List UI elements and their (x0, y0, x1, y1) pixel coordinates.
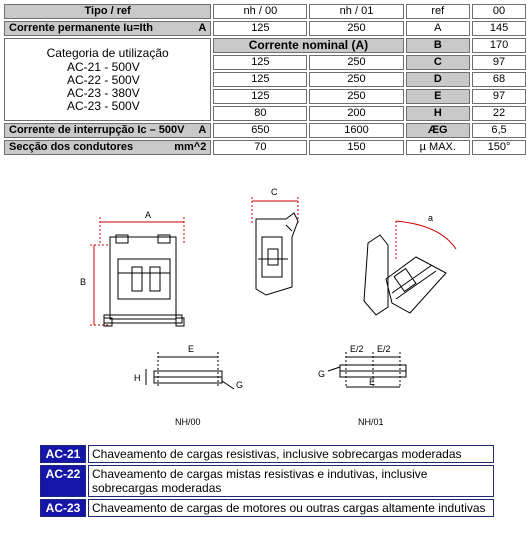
nominal-row-ref: D (406, 72, 470, 87)
category-line: AC-23 - 500V (67, 98, 140, 113)
technical-drawings (0, 175, 532, 440)
header-ref: ref (406, 4, 470, 19)
nh00-dim-e: E (188, 344, 195, 354)
nominal-row-v1: 125 (213, 55, 307, 70)
dim-label-a: A (145, 210, 152, 220)
header-nh00: nh / 00 (213, 4, 307, 19)
interrupt-v2: 1600 (309, 123, 403, 138)
nominal-row-val: 97 (472, 89, 526, 104)
nh00-caption: NH/00 (175, 417, 201, 427)
legend-code: AC-21 (40, 445, 86, 463)
section-label (4, 140, 211, 155)
current-perm-v1: 125 (213, 21, 307, 36)
nh01-dim-g: G (318, 369, 326, 379)
nh01-dim-e: E (369, 377, 376, 387)
nominal-row-v2: 250 (309, 89, 403, 104)
interrupt-ref: ÆG (406, 123, 470, 138)
section-v1: 70 (213, 140, 307, 155)
opened-view-drawing (364, 221, 456, 315)
nh01-bottom-view (328, 352, 406, 387)
legend-desc: Chaveamento de cargas resistivas, inclusive sobrecargas moderadas (88, 445, 494, 463)
dim-label-c: C (271, 187, 278, 197)
legend-row (40, 499, 494, 517)
section-ref: µ MAX. (406, 140, 470, 155)
section-unit: mm^2 (174, 141, 207, 153)
legend-row (40, 445, 494, 463)
current-perm-ref: A (406, 21, 470, 36)
legend-row (40, 465, 494, 497)
spec-header-row (4, 4, 526, 19)
legend-code: AC-23 (40, 499, 86, 517)
current-perm-val: 145 (472, 21, 526, 36)
type-ref-label: Tipo / ref (4, 4, 211, 19)
nominal-row-v2: 250 (309, 72, 403, 87)
category-line: AC-21 - 500V (67, 59, 140, 74)
spec-table (2, 2, 528, 157)
nominal-row-v1: 125 (213, 89, 307, 104)
current-perm-text: Corrente permanente Iu=Ith (9, 22, 153, 34)
category-title: Categoria de utilização (46, 45, 169, 60)
section-row (4, 140, 526, 155)
interrupt-unit: A (198, 124, 207, 136)
nominal-label: Corrente nominal (A) (213, 38, 403, 53)
nominal-row-val: 68 (472, 72, 526, 87)
nh00-dim-h: H (134, 373, 141, 383)
dim-label-b: B (80, 277, 87, 287)
section-val: 150° (472, 140, 526, 155)
interrupt-label (4, 123, 211, 138)
category-cell (4, 38, 211, 121)
legend-code: AC-22 (40, 465, 86, 497)
section-v2: 150 (309, 140, 403, 155)
nominal-row-val: 22 (472, 106, 526, 121)
interrupt-v1: 650 (213, 123, 307, 138)
nominal-row-ref: C (406, 55, 470, 70)
nominal-row-v1: 80 (213, 106, 307, 121)
nominal-row-ref: H (406, 106, 470, 121)
nh01-caption: NH/01 (358, 417, 384, 427)
interrupt-row (4, 123, 526, 138)
interrupt-text: Corrente de interrupção Ic – 500V (9, 124, 185, 136)
dim-label-angle-a: a (428, 213, 434, 223)
nominal-row-v2: 200 (309, 106, 403, 121)
current-perm-v2: 250 (309, 21, 403, 36)
category-line: AC-22 - 500V (67, 72, 140, 87)
nominal-row-v1: 125 (213, 72, 307, 87)
current-perm-label (4, 21, 211, 36)
header-00: 00 (472, 4, 526, 19)
current-perm-row (4, 21, 526, 36)
interrupt-val: 6,5 (472, 123, 526, 138)
nh01-dim-e-half-left: E/2 (350, 344, 364, 354)
legend-desc: Chaveamento de cargas de motores ou outras cargas altamente indutivas (88, 499, 494, 517)
front-view-drawing (90, 217, 184, 326)
category-legend-table (38, 443, 496, 519)
nh00-bottom-view (146, 352, 234, 389)
side-view-drawing (252, 197, 298, 295)
category-line: AC-23 - 380V (67, 85, 140, 100)
nominal-ref: B (406, 38, 470, 53)
nh01-dim-e-half-right: E/2 (377, 344, 391, 354)
nominal-row-ref: E (406, 89, 470, 104)
nh00-dim-g: G (236, 380, 244, 390)
section-text: Secção dos condutores (9, 141, 134, 153)
legend-desc: Chaveamento de cargas mistas resistivas e indutivas, inclusive sobrecargas moderadas (88, 465, 494, 497)
current-perm-unit: A (198, 22, 207, 34)
nominal-header-row (4, 38, 526, 53)
header-nh01: nh / 01 (309, 4, 403, 19)
nominal-row-val: 97 (472, 55, 526, 70)
nominal-row-v2: 250 (309, 55, 403, 70)
nominal-val: 170 (472, 38, 526, 53)
